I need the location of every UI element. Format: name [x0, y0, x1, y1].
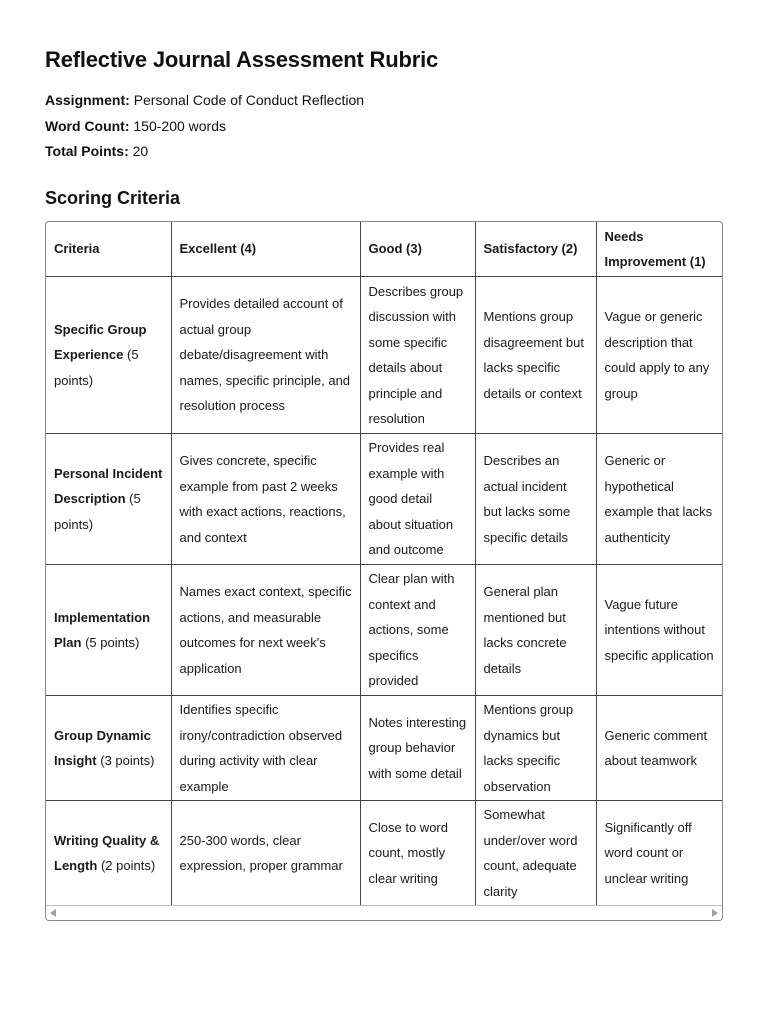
- criteria-name: Specific Group Experience: [54, 321, 147, 363]
- good-cell: Clear plan with context and actions, some specifics provided: [360, 565, 475, 696]
- criteria-cell: [46, 696, 171, 801]
- table-header-row: [46, 222, 723, 277]
- header-excellent: Excellent (4): [171, 222, 360, 277]
- total-points-value: 20: [132, 143, 149, 159]
- good-cell: Describes group discussion with some specific details about principle and resolution: [360, 277, 475, 434]
- criteria-name: Personal Incident Description: [54, 465, 163, 507]
- assignment-value: Personal Code of Conduct Reflection: [133, 92, 365, 108]
- total-points-label: Total Points:: [45, 143, 129, 159]
- table-row: [46, 434, 723, 565]
- satisfactory-cell: General plan mentioned but lacks concrete details: [475, 565, 596, 696]
- triangle-left-icon[interactable]: [50, 909, 56, 917]
- word-count-value: 150-200 words: [133, 117, 227, 134]
- needs-improvement-cell: Vague future intentions without specific application: [596, 565, 723, 696]
- needs-improvement-cell: Significantly off word count or unclear writing: [596, 801, 723, 906]
- assignment-line: [45, 88, 723, 114]
- total-points-line: [45, 139, 723, 165]
- header-criteria: Criteria: [46, 222, 171, 277]
- section-heading: Scoring Criteria: [45, 187, 181, 208]
- criteria-cell: [46, 801, 171, 906]
- header-good: Good (3): [360, 222, 475, 277]
- triangle-right-icon[interactable]: [712, 909, 718, 917]
- needs-improvement-cell: Generic or hypothetical example that lacks authenticity: [596, 434, 723, 565]
- criteria-points: (2 points): [100, 858, 156, 873]
- rubric-document: [45, 40, 723, 213]
- horizontal-scrollbar[interactable]: [46, 905, 722, 920]
- rubric-table: [46, 222, 723, 906]
- criteria-cell: [46, 434, 171, 565]
- satisfactory-cell: Somewhat under/over word count, adequate clarity: [475, 801, 596, 906]
- criteria-cell: [46, 277, 171, 434]
- criteria-points: (5 points): [54, 491, 141, 532]
- excellent-cell: Gives concrete, specific example from past 2 weeks with exact actions, reactions, and context: [171, 434, 360, 565]
- excellent-cell: Provides detailed account of actual group debate/disagreement with names, specific principle, and resolution process: [171, 277, 360, 434]
- rubric-table-container[interactable]: [45, 221, 723, 921]
- assignment-meta: [45, 88, 723, 165]
- good-cell: Notes interesting group behavior with some detail: [360, 696, 475, 801]
- criteria-name: Group Dynamic Insight: [54, 727, 151, 768]
- good-cell: Close to word count, mostly clear writing: [360, 801, 475, 906]
- table-row: [46, 565, 723, 696]
- satisfactory-cell: Describes an actual incident but lacks some specific details: [475, 434, 596, 565]
- assignment-label: Assignment:: [45, 92, 130, 108]
- word-count-label: Word Count:: [45, 117, 130, 134]
- criteria-cell: [46, 565, 171, 696]
- good-cell: Provides real example with good detail about situation and outcome: [360, 434, 475, 565]
- header-satisfactory: Satisfactory (2): [475, 222, 596, 277]
- criteria-name: Writing Quality & Length: [54, 832, 160, 873]
- criteria-name: Implementation Plan: [54, 609, 151, 650]
- satisfactory-cell: Mentions group disagreement but lacks specific details or context: [475, 277, 596, 434]
- criteria-points: (3 points): [100, 753, 155, 768]
- excellent-cell: Identifies specific irony/contradiction observed during activity with clear example: [171, 696, 360, 801]
- header-needs-improvement: Needs Improvement (1): [596, 222, 723, 277]
- word-count-line: [45, 114, 723, 140]
- table-row: [46, 696, 723, 801]
- table-row: [46, 277, 723, 434]
- excellent-cell: Names exact context, specific actions, and measurable outcomes for next week's application: [171, 565, 360, 696]
- needs-improvement-cell: Generic comment about teamwork: [596, 696, 723, 801]
- excellent-cell: 250-300 words, clear expression, proper grammar: [171, 801, 360, 906]
- satisfactory-cell: Mentions group dynamics but lacks specific observation: [475, 696, 596, 801]
- page-title: Reflective Journal Assessment Rubric: [45, 47, 439, 72]
- criteria-points: (5 points): [54, 347, 139, 388]
- criteria-points: (5 points): [85, 635, 140, 650]
- needs-improvement-cell: Vague or generic description that could apply to any group: [596, 277, 723, 434]
- table-row: [46, 801, 723, 906]
